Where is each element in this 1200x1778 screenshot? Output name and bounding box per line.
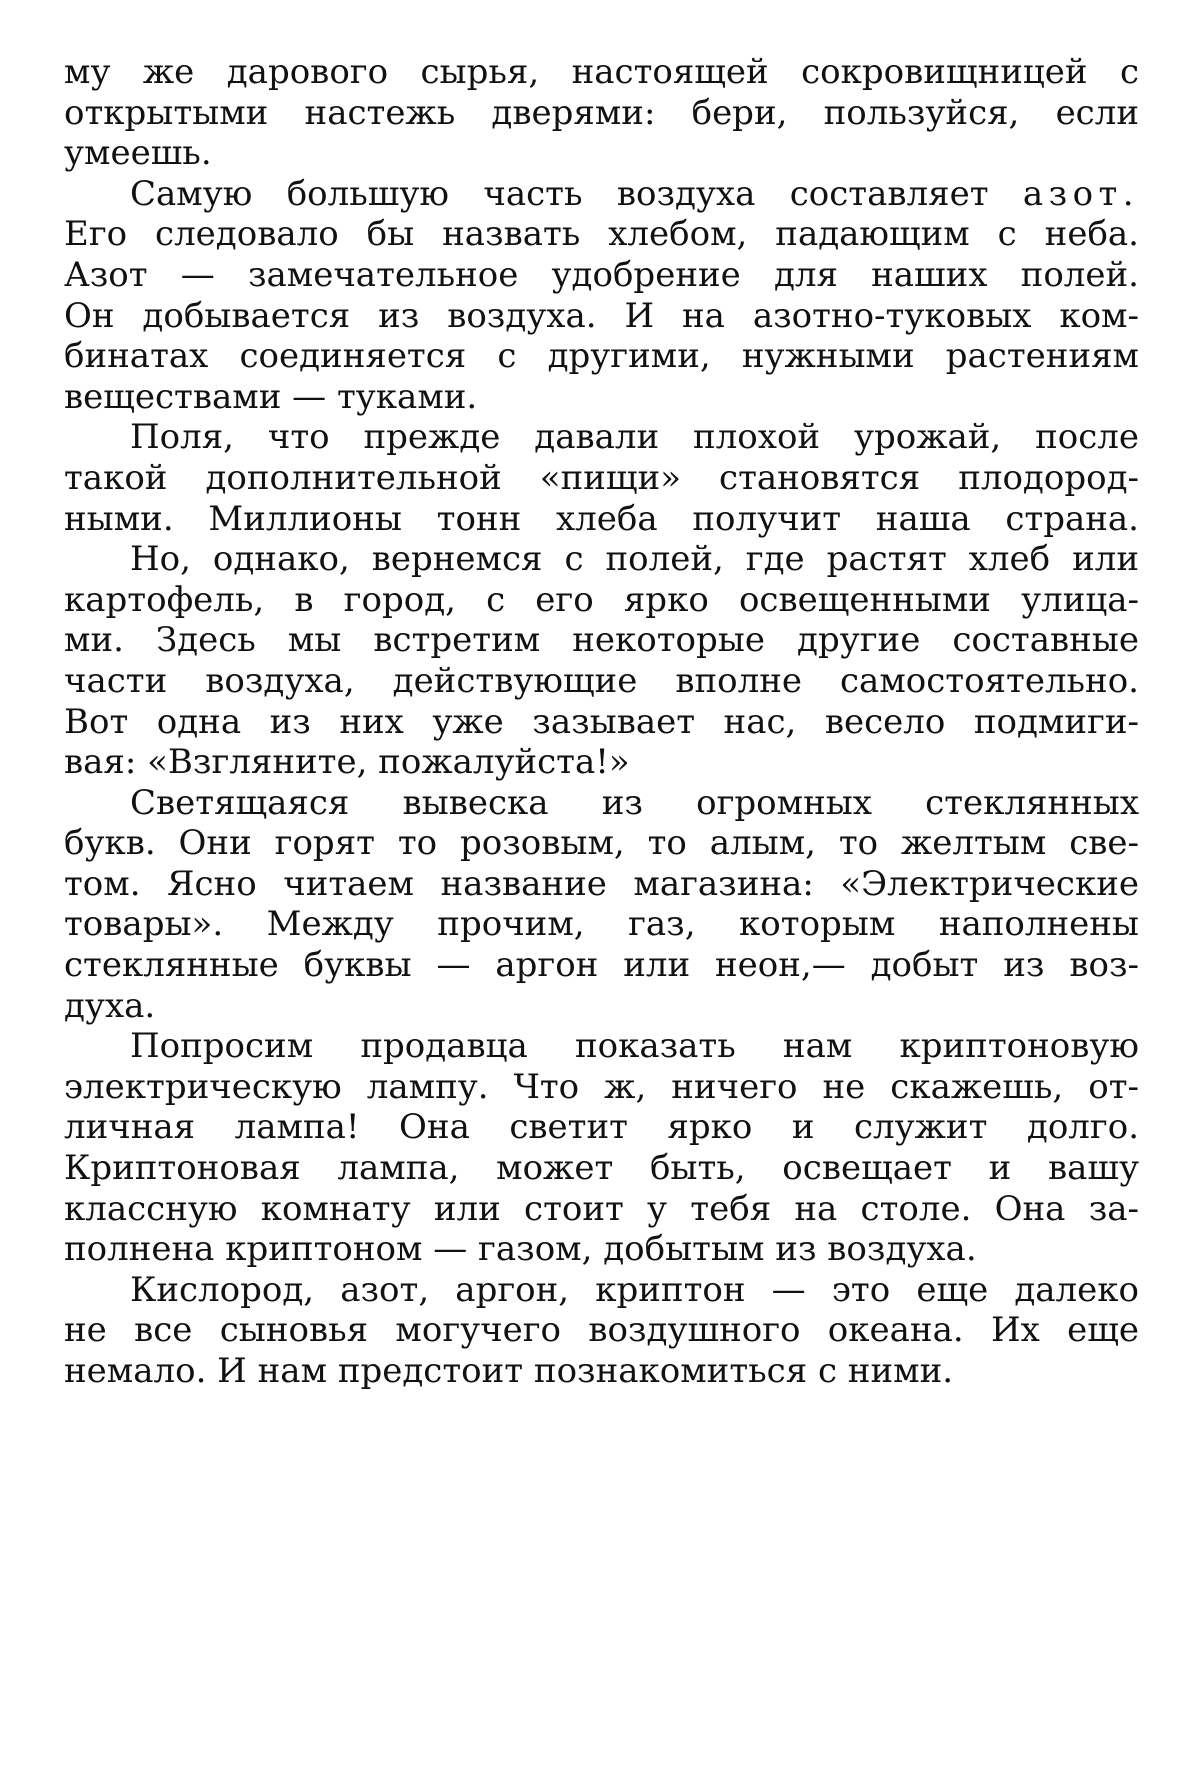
paragraph-6 [64, 1026, 1139, 1270]
text-line: Поля, что прежде давали плохой урожай, после [130, 417, 1139, 458]
text-line: Его следовало бы назвать хлебом, падающим с неба. [64, 214, 1139, 255]
text-line [64, 174, 1139, 215]
text-line: части воздуха, действующие вполне самостоятельно. [64, 660, 1139, 701]
text-line: вая: «Взгляните, пожалуйста!» [64, 742, 630, 783]
paragraph-5 [64, 783, 1139, 1027]
text-line: веществами — туками. [64, 376, 478, 417]
text-span: Самую большую часть воздуха составляет [130, 173, 989, 214]
text-line: духа. [64, 985, 156, 1026]
paragraph-2 [64, 174, 1139, 418]
text-line: полнена криптоном — газом, добытым из воздуха. [64, 1229, 977, 1270]
paragraph-3 [64, 417, 1139, 539]
text-line: бинатах соединяется с другими, нужными растениям [64, 336, 1139, 377]
text-line: Кислород, азот, аргон, криптон — это еще далеко [130, 1269, 1139, 1310]
text-line: ми. Здесь мы встретим некоторые другие составные [64, 620, 1139, 661]
text-line: букв. Они горят то розовым, то алым, то желтым све- [64, 823, 1139, 864]
text-line: классную комнату или стоит у тебя на столе. Она за- [64, 1188, 1139, 1229]
text-line: Вот одна из них уже зазывает нас, весело подмиги- [64, 701, 1139, 742]
text-line: стеклянные буквы — аргон или неон,— добыт из воз- [64, 945, 1139, 986]
paragraph-7 [64, 1270, 1139, 1392]
text-line: товары». Между прочим, газ, которым наполнены [64, 904, 1139, 945]
book-page-text [64, 52, 1139, 1392]
text-line: не все сыновья могучего воздушного океана. Их еще [64, 1310, 1139, 1351]
text-line: му же дарового сырья, настоящей сокровищницей с [64, 52, 1139, 92]
paragraph-4 [64, 539, 1139, 783]
text-line: Азот — замечательное удобрение для наших полей. [64, 254, 1139, 295]
text-line: электрическую лампу. Что ж, ничего не скажешь, от- [64, 1066, 1139, 1107]
text-line: личная лампа! Она светит ярко и служит долго. [64, 1107, 1139, 1148]
text-line: открытыми настежь дверями: бери, пользуйся, если [64, 92, 1139, 133]
text-line: картофель, в город, с его ярко освещенными улица- [64, 579, 1139, 620]
text-line: такой дополнительной «пищи» становятся плодород- [64, 457, 1139, 498]
text-line: Он добывается из воздуха. И на азотно-туковых ком- [64, 295, 1139, 336]
text-line: Попросим продавца показать нам криптоновую [130, 1026, 1139, 1067]
spaced-emphasis-word: азот. [1022, 173, 1139, 214]
text-line: ными. Миллионы тонн хлеба получит наша страна. [64, 498, 1139, 539]
paragraph-1 [64, 52, 1139, 174]
text-line: немало. И нам предстоит познакомиться с ними. [64, 1351, 954, 1391]
text-line: том. Ясно читаем название магазина: «Электрические [64, 863, 1139, 904]
text-line: Но, однако, вернемся с полей, где растят хлеб или [130, 539, 1139, 580]
text-line: умеешь. [64, 133, 212, 174]
text-line: Светящаяся вывеска из огромных стеклянных [130, 782, 1139, 823]
text-line: Криптоновая лампа, может быть, освещает и вашу [64, 1148, 1139, 1189]
